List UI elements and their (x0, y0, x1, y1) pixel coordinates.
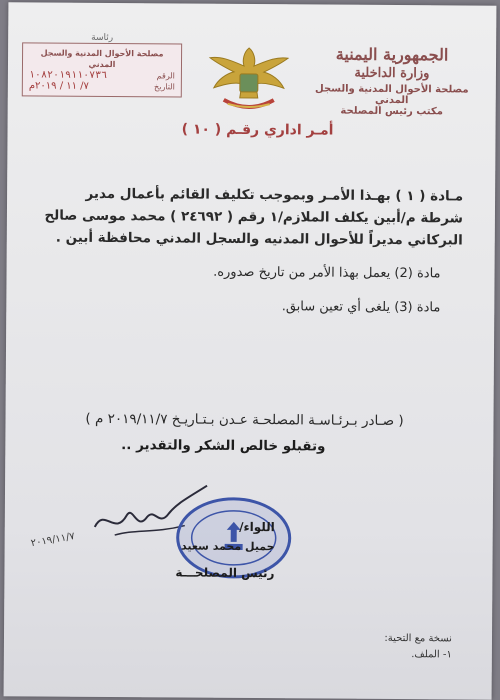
office-name: مكتب رئيس المصلحة (340, 105, 443, 118)
reference-box (22, 42, 182, 97)
number-label: الرقم (156, 71, 175, 81)
presidency-label: رئاسة (91, 32, 114, 44)
ministry-name: وزارة الداخلية (354, 65, 430, 82)
date-label: التاريخ (154, 82, 175, 92)
order-body (42, 183, 463, 330)
handwritten-date: ٢٠١٩/١١/٧ (30, 531, 76, 550)
article-2: مادة (2) يعمل بهذا الأمر من تاريخ صدوره. (213, 264, 441, 282)
signatory-position: رئيس المصلحـــة (175, 565, 275, 581)
authority-name: مصلحة الأحوال المدنية والسجل المدني (40, 48, 164, 70)
signatory-name: جميل محمد سعيد (180, 539, 275, 554)
country-name: الجمهورية اليمنية (335, 44, 449, 65)
signatory-rank: اللواء/ (239, 519, 275, 535)
article-3: مادة (3) يلغى أي تعين سابق. (281, 299, 441, 316)
article-1: مـادة ( ١ ) بهـذا الأمـر وبموجب تكليف القائم بأعمال مدير شرطة م/أبين يكلف الملازم/١ رقم ( ٢٤٦٩٢ ) محمد موسى صالح البركاني مديراً للأحوال المدنيه والسجل المدني محافظة أبين . (44, 185, 464, 249)
authority-name: مصلحة الأحوال المدنية والسجل المدني (314, 83, 469, 107)
copies-section (384, 631, 452, 663)
serial-number: ١٠٨٢٠١٩١١٠٧٣٦ (28, 69, 108, 81)
eagle-emblem-icon (204, 38, 295, 119)
closing-regards: وتقبلو خالص الشكر والتقدير .. (121, 437, 326, 455)
reference-header (22, 32, 182, 97)
document-page (4, 2, 497, 699)
date-value: ٧/ ١١ / ٢٠١٩م (28, 80, 89, 92)
copies-item: ١- الملف. (411, 649, 452, 661)
issued-line: ( صـادر بـرئـاسـة المصلحـة عـدن بـتـاريـخ ٢٠١٩/١١/٧ م ) (85, 410, 404, 430)
ministry-header (312, 44, 472, 117)
copies-label: نسخة مع التحية: (384, 632, 453, 645)
signature-block (24, 472, 285, 604)
order-title: أمـر اداري رقـم ( ١٠ ) (181, 121, 334, 139)
